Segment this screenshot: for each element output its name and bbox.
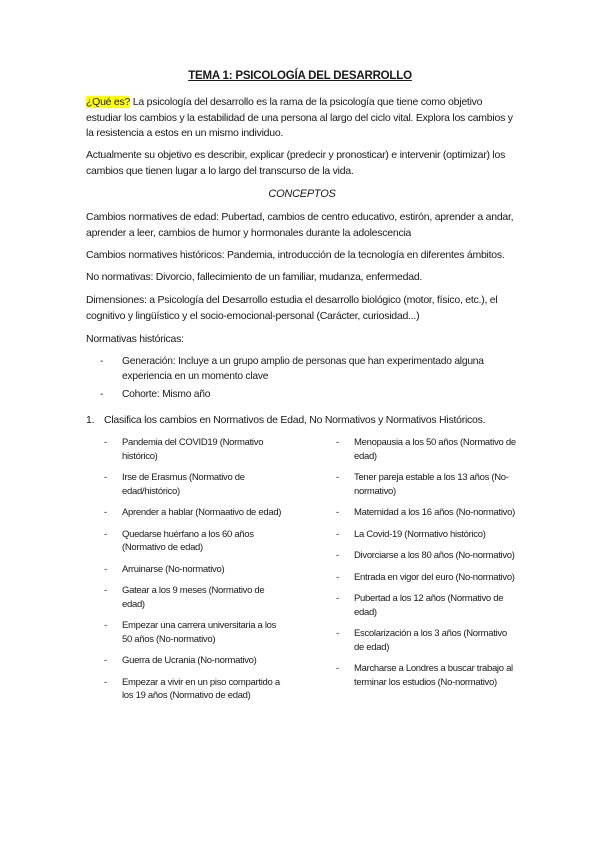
list-item: - Menopausia a los 50 años (Normativo de edad): [336, 437, 516, 462]
list-item: - Divorciarse a los 80 años (No-normativo): [336, 550, 515, 561]
concept-non-normative: No normativas: Divorcio, fallecimiento de un familiar, mudanza, enfermedad.: [86, 271, 423, 283]
list-item: - Pandemia del COVID19 (Normativo histórico): [104, 437, 264, 462]
list-item: - Cohorte: Mismo año: [100, 389, 211, 400]
question-text: Clasifica los cambios en Normativos de Edad, No Normativos y Normativos Históricos.: [104, 414, 486, 426]
list-item: - Aprender a hablar (Normaativo de edad): [104, 507, 282, 518]
normativas-heading: Normativas históricas:: [86, 333, 184, 345]
list-item: - Irse de Erasmus (Normativo de edad/histórico): [104, 472, 245, 497]
question-number: 1.: [86, 414, 95, 426]
list-item: - Arruinarse (No-normativo): [104, 563, 225, 575]
concepts-heading: CONCEPTOS: [268, 188, 336, 200]
list-item: - Empezar una carrera universitaria a los 50 años (No-normativo): [104, 620, 277, 645]
intro-highlight: ¿Qué es?: [86, 96, 131, 108]
list-item: - Pubertad a los 12 años (Normativo de edad): [336, 593, 504, 618]
right-items-column: [336, 436, 516, 697]
list-item: - Guerra de Ucrania (No-normativo): [104, 655, 257, 666]
list-item: - Marcharse a Londres a buscar trabajo al terminar los estudios (No-normativo): [336, 663, 513, 688]
concept-age-normative: Cambios normatives de edad: Pubertad, cambios de centro educativo, estirón, aprender a andar, aprender a leer, cambios de humor y hormonales durante la adolescencia: [86, 211, 514, 239]
question-1: [86, 414, 526, 426]
list-item: - Quedarse huérfano a los 60 años (Normativo de edad): [104, 528, 254, 553]
list-item: - Gatear a los 9 meses (Normativo de edad): [104, 585, 265, 610]
list-item: - Tener pareja estable a los 13 años (No-normativo): [336, 472, 509, 497]
list-item: - Entrada en vigor del euro (No-normativo): [336, 571, 515, 583]
intro-paragraph: [86, 95, 518, 142]
list-item: - La Covid-19 (Normativo histórico): [336, 528, 486, 540]
concept-historical-normative: Cambios normatives históricos: Pandemia, introducción de la tecnología en diferentes ámbitos.: [86, 249, 505, 261]
list-item: - Escolarización a los 3 años (Normativo de edad): [336, 628, 507, 653]
document-title: TEMA 1: PSICOLOGÍA DEL DESARROLLO: [188, 70, 412, 82]
intro-text: La psicología del desarrollo es la rama de la psicología que tiene como objetivo estudiar los cambios y la estabilidad de una persona al largo del ciclo vital. Explora los cambios y la resistencia a estos en un mismo individuo.: [86, 96, 513, 139]
list-item: - Generación: Incluye a un grupo amplio de personas que han experimentado alguna experiencia en un momento clave: [100, 356, 484, 382]
list-item: - Empezar a vivir en un piso compartido a los 19 años (Normativo de edad): [104, 676, 280, 701]
objective-paragraph: Actualmente su objetivo es describir, explicar (predecir y pronosticar) e intervenir (optimizar) los cambios que tienen lugar a lo largo del transcurso de la vida.: [86, 149, 506, 177]
left-items-column: [104, 436, 284, 711]
list-item: - Maternidad a los 16 años (No-normativo): [336, 507, 515, 518]
concept-dimensions: Dimensiones: a Psicología del Desarrollo estudia el desarrollo biológico (motor, físico, etc.), el cognitivo y lingüístico y el socio-emocional-personal (Carácter, curiosidad...): [86, 294, 498, 322]
normativas-list: [100, 354, 510, 405]
